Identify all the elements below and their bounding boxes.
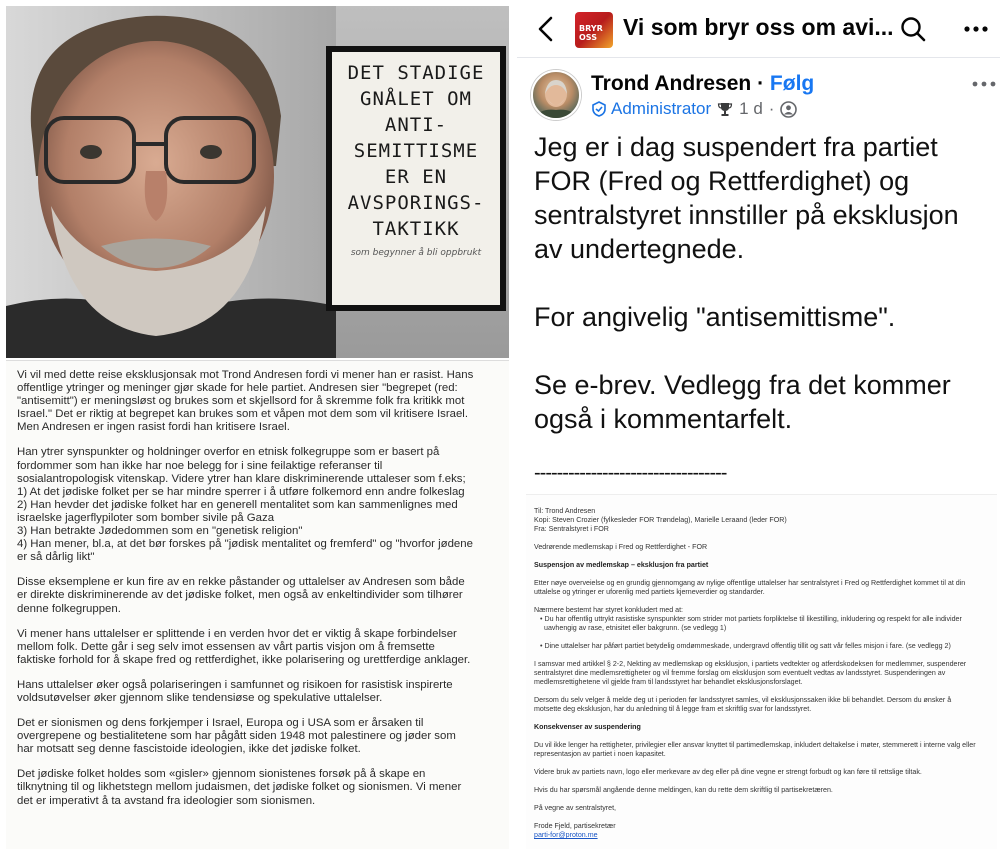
email-line: I samsvar med artikkel § 2-2, Nekting av medlemskap og eksklusjon, i partiets vedtekter og atferdskodeksen for medlemmer, suspenderer [534,660,967,668]
email-line: Etter nøye overveielse og en grundig gjennomgang av nylige offentlige uttalelser har sentralstyret i Fred og Rettferdighet kommet til at din [534,579,966,587]
meta-dot: · [768,99,775,118]
letter-line: 2) Han hevder det jødiske folket har en generell mentalitet som kan sammenlignes med [17,498,458,511]
email-line: • Dine uttalelser har påført partiet betydelig omdømmeskade, undergravd offentlig tillit og satt vår felles misjon i fare. (se vedlegg 2) [540,642,951,650]
email-line: medlemsrettighetene vil gjelde fram til landsstyret har behandlet eksklusjonsforslaget. [534,678,803,686]
protest-sign [326,46,506,311]
author-name-line [591,72,814,96]
group-thumbnail[interactable] [575,12,613,48]
letter-line: sosialantropologisk vitenskap. Videre ytrer han klare diskriminerende uttaleser som f.eks; [17,472,466,485]
email-line: Videre bruk av partiets navn, logo eller merkevare av deg eller på dine vegne er strengt forbudt og kan føre til rettslige tiltak. [534,768,922,776]
search-button[interactable] [899,15,927,43]
email-signature: Frode Fjeld, partisekretær [534,822,616,830]
letter-paragraph [17,576,497,615]
back-button[interactable] [531,13,561,45]
more-horizontal-icon [971,76,997,92]
facebook-post-panel [513,0,1000,855]
email-line: Du vil ikke lenger ha rettigheter, privilegier eller ansvar knyttet til partimedlemskap, inkludert deltakelse i møter, stemmerett i interne valg eller [534,741,976,749]
header-more-button[interactable] [962,18,990,40]
sign-line: GNÅLET OM [360,88,472,110]
letter-paragraph [17,679,497,705]
letter-paragraph [17,628,497,667]
letter-line: "antisemitt") er meningsløst og brukes som et skjellsord for å skremme folk fra kritikk mot [17,395,465,408]
letter-line: Han ytrer synspunkter og holdninger overfor en etnisk folkegruppe som er basert på [17,446,440,459]
chevron-left-icon [531,13,561,45]
letter-line: denne folkegruppen. [17,602,121,615]
email-address-link[interactable]: parti-for@proton.me [534,831,598,839]
admin-badge[interactable] [591,99,711,119]
letter-paragraph [17,369,497,434]
letter-line: offentlige ytringer og meninger gjør skade for hele partiet. Andresen sier "begrepet (red: [17,382,458,395]
email-subject: Vedrørende medlemskap i Fred og Rettferdighet - FOR [534,543,708,551]
group-audience-icon [780,101,797,118]
photo-panel [6,6,509,358]
email-heading: Konsekvenser av suspendering [534,723,641,731]
sign-line: TAKTIKK [372,218,460,240]
protest-sign-board [332,52,500,305]
letter-line: Israel." Det er riktig at begrepet kan brukes som et våpen mot dem som vil kritisere Israel. [17,408,468,421]
email-line: Dersom du selv velger å melde deg ut i perioden før landsstyret samles, vil eksklusjonssaken ikke bli behandlet. Dersom du ønsker å [534,696,952,704]
email-from: Fra: Sentralstyret i FOR [534,525,609,533]
email-heading: Suspensjon av medlemskap – eksklusjon fra partiet [534,561,709,569]
letter-line: voldsutøvelser øker gjennom slike tendensiøse og spekulative uttalelser. [17,691,383,704]
letter-line: Vi vil med dette reise eksklusjonsak mot Trond Andresen fordi vi mener han er rasist. Hans [17,369,474,381]
portrait-photo [6,6,336,358]
letter-line: Men Andresen er ingen rasist fordi han kritisere Israel. [17,421,290,434]
author-name[interactable]: Trond Andresen [591,72,752,95]
sign-small-text: som begynner å bli oppbrukt [350,248,482,258]
letter-paragraph [17,446,497,564]
email-line: Nærmere bestemt har styret konkludert med at: [534,606,684,614]
letter-line: 4) Han mener, bl.a, at det bør forskes på "jødisk mentalitet og fremferd" og "hvorfor jødene [17,538,473,551]
sign-line: ER EN [384,166,448,188]
search-icon [899,15,927,43]
group-header [517,0,1000,58]
letter-line: 3) Han betrakte Jødedommen som en "genetisk religion" [17,525,303,538]
email-line: representasjon av partiet i noen kapasitet. [534,750,666,758]
post-paragraph: Se e-brev. Vedlegg fra det kommer også i kommentarfelt. [534,370,951,434]
avatar-image [533,72,579,118]
name-separator: · [751,72,770,95]
scanned-letter [6,360,509,849]
email-line: uttalelse og ytringer er uforenlig med partiets kjerneverdier og standarder. [534,588,765,596]
sign-line: DET STADIGE [347,62,485,84]
sign-line: SEMITTISME [353,140,479,162]
post-more-button[interactable] [971,76,997,92]
letter-line: overgrepene og bestialitetene som har pågått siden 1948 mot palestinere og jøder som [17,730,456,743]
post-paragraph: Jeg er i dag suspendert fra partiet FOR (Fred og Rettferdighet) og sentralstyret innstiller på eksklusjon av undertegnede. [534,132,959,264]
post-body [534,130,994,485]
letter-line: israelske jagerflypiloter som bomber sivile på Gaza [17,511,275,524]
letter-line: er direkte diskriminerende av det jødiske folket, men også av enkeltindivider som tilhører [17,589,463,602]
group-title[interactable]: Vi som bryr oss om avi... [623,14,894,40]
letter-line: faktiske forhold for å skape fred og rettferdighet, ikke polarisering og urettferdige anklager. [17,653,471,666]
sign-line: AVSPORINGS- [347,192,485,214]
letter-line: er så dårlig likt" [17,551,95,564]
letter-line: Det jødiske folket holdes som «gisler» gjennom sionistenes forsøk på å skape en [17,768,426,781]
letter-line: Vi mener hans uttalelser er splittende i en verden hvor det er viktig å skape forbindelser [17,627,457,640]
sign-line: ANTI- [384,114,448,136]
letter-line: Hans uttalelser øker også polariseringen i samfunnet og risikoen for rasistisk inspirerte [17,678,453,691]
letter-line: fordommer som han ikke har noe belegg for i sine feilaktige referanser til [17,459,383,472]
email-line: På vegne av sentralstyret, [534,804,617,812]
letter-line: mellom folk. Dette går i seg selv imot essensen av vårt partis visjon om å fremsette [17,640,435,653]
email-line: Hvis du har spørsmål angående denne meldingen, kan du rette dem skriftlig til partisekretæren. [534,786,833,794]
post-author-row [531,70,991,122]
letter-line: har motsatt seg denne fascistoide ideologien, ikke det jødiske folket. [17,743,361,756]
post-divider-dashes: ---------------------------------- [534,462,727,484]
email-cc: Kopi: Steven Crozier (fylkesleder FOR Trøndelag), Marielle Leraand (leder FOR) [534,516,787,524]
follow-link[interactable]: Følg [769,72,815,95]
email-line: uavhengig av rase, etnisitet eller bakgrunn. (se vedlegg 1) [544,624,727,632]
letter-paragraph [17,717,497,756]
email-line: • Du har offentlig uttrykt rasistiske synspunkter som strider mot partiets forpliktelse til likestilling, inkludering og respekt for alle individer [540,615,962,623]
post-meta [591,99,797,119]
letter-paragraph [17,768,497,807]
group-thumb-text: BRYR OSS [579,24,603,42]
admin-label: Administrator [611,99,712,118]
admin-shield-icon [591,101,607,117]
post-time[interactable]: 1 d [739,99,763,118]
email-line: motsette deg eksklusjon, har du anledning til å legge fram et skriftlig svar for landsstyret. [534,705,812,713]
letter-line: det er imperativt å ta avstand fra ideologier som sionismen. [17,794,316,807]
letter-line: 1) At det jødiske folket per se har mindre sperrer i å utføre folkemord enn andre folkeslag [17,485,465,498]
letter-line: Disse eksemplene er kun fire av en rekke påstander og uttalelser av Andresen som både [17,576,465,589]
email-to: Til: Trond Andresen [534,507,596,515]
letter-line: tilknytning til og likhetstegn mellom judaismen, det jødiske folket og sionismen. Vi mener [17,781,462,794]
avatar[interactable] [531,70,581,120]
email-line: sentralstyret dine medlemsrettigheter og vil fremme forslag om eksklusjon som eventuelt vedtas av landsstyret. Suspenderingen av [534,669,946,677]
trophy-icon [717,101,733,117]
more-horizontal-icon [962,18,990,40]
post-paragraph: For angivelig "antisemittisme". [534,302,896,332]
email-attachment-image[interactable] [526,494,997,849]
letter-line: Det er sionismen og dens forkjemper i Israel, Europa og i USA som er årsaken til [17,717,424,730]
